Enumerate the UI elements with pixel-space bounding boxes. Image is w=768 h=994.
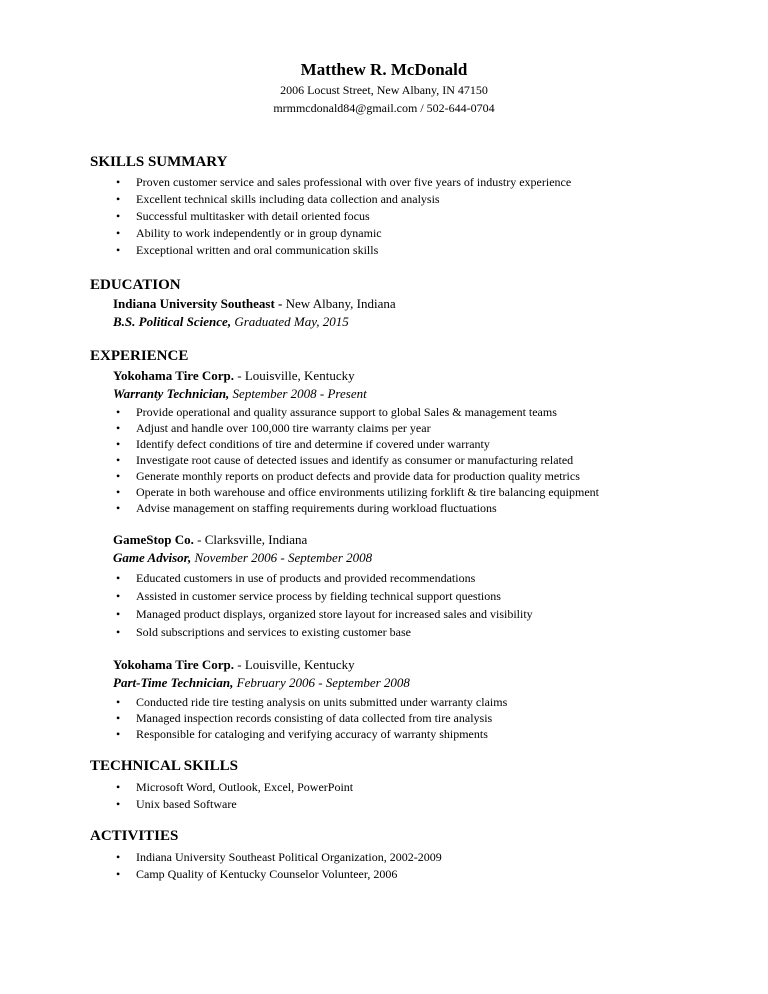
- job-location: - Clarksville, Indiana: [193, 532, 308, 547]
- education-school-line: [113, 296, 396, 312]
- technical-skills-list: [113, 779, 753, 813]
- list-item: • Investigate root cause of detected issues and identify as consumer or manufacturing related: [113, 452, 753, 468]
- education-school: Indiana University Southeast -: [113, 296, 283, 311]
- section-title-skills-summary: SKILLS SUMMARY: [90, 154, 228, 170]
- job-location: - Louisville, Kentucky: [234, 368, 355, 383]
- job-role-line: [113, 550, 372, 566]
- list-item: • Indiana University Southeast Political Organization, 2002-2009: [113, 849, 753, 866]
- section-title-technical-skills: TECHNICAL SKILLS: [90, 758, 238, 774]
- job-company: Yokohama Tire Corp.: [113, 657, 234, 672]
- education-graduated: Graduated May, 2015: [231, 314, 349, 329]
- list-item: • Identify defect conditions of tire and determine if covered under warranty: [113, 436, 753, 452]
- list-item: • Ability to work independently or in group dynamic: [113, 225, 753, 242]
- section-title-experience: EXPERIENCE: [90, 348, 189, 364]
- job-role: Game Advisor,: [113, 550, 192, 565]
- list-item: • Responsible for cataloging and verifying accuracy of warranty shipments: [113, 726, 753, 742]
- list-item: • Sold subscriptions and services to existing customer base: [113, 623, 753, 641]
- job-role-line: [113, 386, 367, 402]
- list-item: • Advise management on staffing requirements during workload fluctuations: [113, 500, 753, 516]
- list-item: • Excellent technical skills including data collection and analysis: [113, 191, 753, 208]
- education-degree-line: [113, 314, 349, 330]
- section-title-activities: ACTIVITIES: [90, 828, 179, 844]
- list-item: • Assisted in customer service process by fielding technical support questions: [113, 587, 753, 605]
- list-item: • Camp Quality of Kentucky Counselor Volunteer, 2006: [113, 866, 753, 883]
- list-item: • Proven customer service and sales professional with over five years of industry experience: [113, 174, 753, 191]
- job-company-line: [113, 532, 307, 548]
- candidate-contact: mrmmcdonald84@gmail.com / 502-644-0704: [273, 101, 495, 115]
- job-dates: February 2006 - September 2008: [233, 675, 410, 690]
- job-company: GameStop Co.: [113, 532, 194, 547]
- list-item: • Exceptional written and oral communication skills: [113, 242, 753, 259]
- candidate-name: Matthew R. McDonald: [300, 60, 468, 79]
- list-item: • Generate monthly reports on product defects and provide data for production quality metrics: [113, 468, 753, 484]
- list-item: • Operate in both warehouse and office environments utilizing forklift & tire balancing equipment: [113, 484, 753, 500]
- list-item: • Successful multitasker with detail oriented focus: [113, 208, 753, 225]
- list-item: • Managed inspection records consisting of data collected from tire analysis: [113, 710, 753, 726]
- job-dates: November 2006 - September 2008: [191, 550, 373, 565]
- job-duties-list: [113, 694, 753, 742]
- job-location: - Louisville, Kentucky: [234, 657, 355, 672]
- activities-list: [113, 849, 753, 883]
- job-duties-list: [113, 569, 753, 641]
- job-duties-list: [113, 404, 753, 516]
- job-role: Warranty Technician,: [113, 386, 230, 401]
- job-company-line: [113, 368, 355, 384]
- job-company-line: [113, 657, 355, 673]
- education-location: New Albany, Indiana: [282, 296, 396, 311]
- list-item: • Provide operational and quality assurance support to global Sales & management teams: [113, 404, 753, 420]
- list-item: • Conducted ride tire testing analysis on units submitted under warranty claims: [113, 694, 753, 710]
- job-role: Part-Time Technician,: [113, 675, 234, 690]
- section-title-education: EDUCATION: [90, 277, 181, 293]
- job-dates: September 2008 - Present: [229, 386, 367, 401]
- list-item: • Adjust and handle over 100,000 tire warranty claims per year: [113, 420, 753, 436]
- job-role-line: [113, 675, 410, 691]
- list-item: • Educated customers in use of products and provided recommendations: [113, 569, 753, 587]
- list-item: • Microsoft Word, Outlook, Excel, PowerPoint: [113, 779, 753, 796]
- skills-summary-list: [113, 174, 753, 259]
- job-company: Yokohama Tire Corp.: [113, 368, 234, 383]
- education-degree: B.S. Political Science,: [113, 314, 232, 329]
- list-item: • Managed product displays, organized store layout for increased sales and visibility: [113, 605, 753, 623]
- candidate-address: 2006 Locust Street, New Albany, IN 47150: [280, 83, 488, 97]
- list-item: • Unix based Software: [113, 796, 753, 813]
